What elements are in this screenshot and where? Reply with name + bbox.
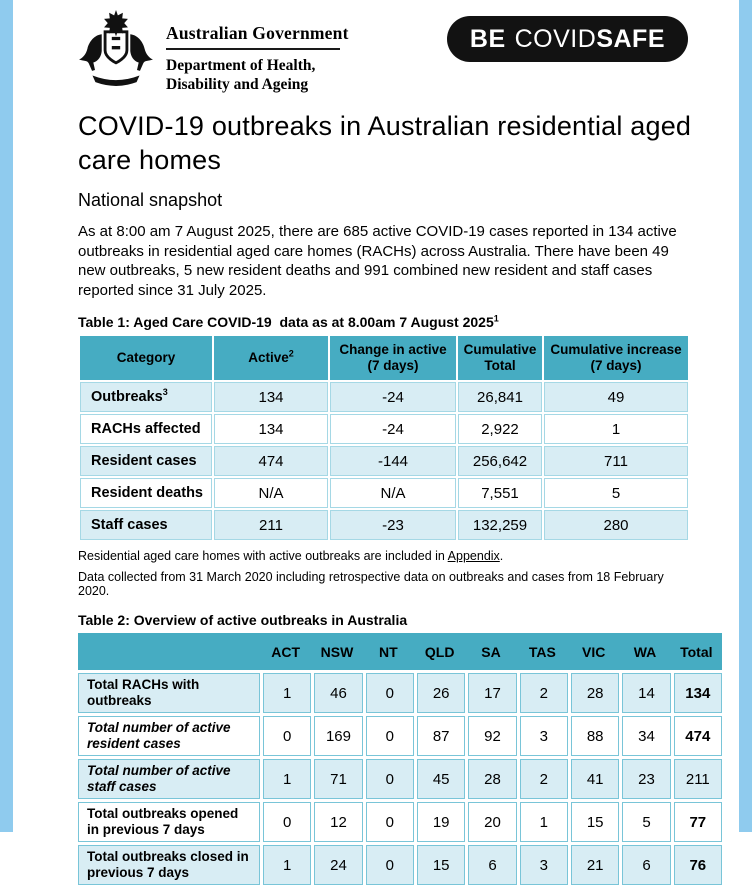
table2-cell: 46 [314,673,362,713]
table2-header-wa: WA [633,643,657,660]
table2-header-tas: TAS [528,643,556,660]
table1-cell: 1 [544,414,688,444]
table2-cell: 0 [263,802,311,842]
table2-cell: 26 [417,673,465,713]
table1-cell: N/A [214,478,328,508]
table2-cell: 0 [366,716,414,756]
table2-cell: 1 [263,759,311,799]
table1-caption: Table 1: Aged Care COVID-19 data as at 8.00am 7 August 2025$^1$ [78,313,499,330]
table2-body [78,673,722,885]
table2-header-sa: SA [481,643,501,660]
table2-row-label: Total outbreaks closed in previous 7 days [78,845,260,885]
dept-name-line1: Department of Health, [166,57,316,74]
page-border-right [739,0,752,832]
table2-row-label: Total RACHs with outbreaks [78,673,260,713]
table-row [80,382,688,412]
table1-cell: 2,922 [458,414,542,444]
table1-cell: 211 [214,510,328,540]
badge-be: BE [469,25,506,53]
page-subtitle: National snapshot [78,190,223,210]
table1-cell: -23 [330,510,456,540]
dept-name-line2: Disability and Ageing [166,76,309,93]
table2-cell: 71 [314,759,362,799]
table1-row-category: RACHs affected [80,414,212,444]
table1-header-active: Active$^2$ [214,336,328,380]
table2-cell-total: 134 [674,673,722,713]
coat-of-arms-icon [74,9,158,89]
table2-cell-total: 76 [674,845,722,885]
table1-cell: -24 [330,382,456,412]
table2-cell: 23 [622,759,670,799]
table2-cell: 6 [622,845,670,885]
table2-cell: 20 [468,802,516,842]
table1-aged-care-data [78,334,690,542]
table2-cell: 6 [468,845,516,885]
table1-cell: N/A [330,478,456,508]
table2-cell: 15 [571,802,619,842]
table1-cell: 711 [544,446,688,476]
intro-paragraph: As at 8:00 am 7 August 2025, there are 685 active COVID-19 cases reported in 134 active outbreaks in residential aged care homes (RACHs) across Australia. There have been 49 new outbreaks, 5 new resident deaths and 991 combined new resident and staff cases reported since 31 July 2025. [78,223,677,299]
table2-cell: 34 [622,716,670,756]
table2-header-qld: QLD [424,643,455,660]
table2-cell: 12 [314,802,362,842]
table2-cell: 45 [417,759,465,799]
be-covidsafe-badge [447,16,688,62]
table1-cell: -24 [330,414,456,444]
table2-cell: 92 [468,716,516,756]
table-row [80,446,688,476]
table2-cell: 1 [520,802,568,842]
gov-divider [166,48,340,50]
table1-caption-footnote-marker: 1 [493,313,499,324]
appendix-link[interactable]: Appendix [447,549,500,563]
table2-header-row [78,633,722,670]
table1-header-change: Change in active (7 days) [330,336,456,380]
table2-cell: 14 [622,673,670,713]
table2-cell: 24 [314,845,362,885]
table2-cell: 28 [468,759,516,799]
table2-cell: 0 [366,759,414,799]
table1-cell: 26,841 [458,382,542,412]
table-row [80,478,688,508]
table2-cell-total: 474 [674,716,722,756]
page-border-left [0,0,13,832]
table2-cell: 169 [314,716,362,756]
page-content [13,0,739,885]
table1-cell: 474 [214,446,328,476]
table1-row-category: Staff cases [80,510,212,540]
badge-covid: COVID [514,25,597,53]
table2-cell-total: 77 [674,802,722,842]
masthead [78,9,688,94]
table1-row-category: Resident cases [80,446,212,476]
table2-cell: 19 [417,802,465,842]
table1-cell: 280 [544,510,688,540]
table2-header-nsw: NSW [320,643,354,660]
table2-cell: 21 [571,845,619,885]
table1-row-category: Resident deaths [80,478,212,508]
table1-cell: 134 [214,414,328,444]
table2-cell: 0 [366,673,414,713]
table2-row-label: Total outbreaks opened in previous 7 days [78,802,260,842]
table2-cell: 5 [622,802,670,842]
table2-active-outbreaks [78,633,722,885]
table1-cell: 132,259 [458,510,542,540]
table2-cell: 3 [520,845,568,885]
table1-cell: 134 [214,382,328,412]
table2-header-total: Total [680,643,713,660]
table2-cell: 88 [571,716,619,756]
table2-cell: 17 [468,673,516,713]
table2-cell: 28 [571,673,619,713]
australian-government-logo [74,9,349,94]
table2-cell: 0 [366,845,414,885]
table1-cell: -144 [330,446,456,476]
page-title: COVID-19 outbreaks in Australian residential aged care homes [78,111,692,175]
table2-cell: 2 [520,759,568,799]
table2-cell: 15 [417,845,465,885]
table2-cell: 0 [263,716,311,756]
table2-caption: Table 2: Overview of active outbreaks in Australia [78,612,408,628]
badge-safe: SAFE [596,25,665,53]
table1-cell: 256,642 [458,446,542,476]
table1-header-category: Category [80,336,212,380]
table1-footnote-data-collection: Data collected from 31 March 2020 including retrospective data on outbreaks and cases from 18 February 2020. [78,570,664,598]
table1-header-cumulative-total: Cumulative Total [458,336,542,380]
table2-cell: 41 [571,759,619,799]
table2-cell: 1 [263,673,311,713]
table2-row-label: Total number of active staff cases [78,759,260,799]
table2-cell: 2 [520,673,568,713]
gov-title: Australian Government [166,23,349,43]
table1-row-category: Outbreaks$^3$ [80,382,212,412]
table1-cell: 5 [544,478,688,508]
table1-cell: 49 [544,382,688,412]
table2-header-act: ACT [271,643,301,660]
table-row [80,414,688,444]
table2-row-label: Total number of active resident cases [78,716,260,756]
table2-cell-total: 211 [674,759,722,799]
table2-cell: 3 [520,716,568,756]
table2-cell: 87 [417,716,465,756]
gov-text-block [166,9,349,94]
table-row [80,510,688,540]
table2-header-nt: NT [378,643,398,660]
table1-header-cumulative-increase: Cumulative increase (7 days) [544,336,688,380]
table2-cell: 0 [366,802,414,842]
table1-cell: 7,551 [458,478,542,508]
table2-header-vic: VIC [581,643,606,660]
table1-footnote-appendix: Residential aged care homes with active outbreaks are included in Appendix. [78,549,504,563]
table1-header-row [80,336,688,380]
table2-cell: 1 [263,845,311,885]
